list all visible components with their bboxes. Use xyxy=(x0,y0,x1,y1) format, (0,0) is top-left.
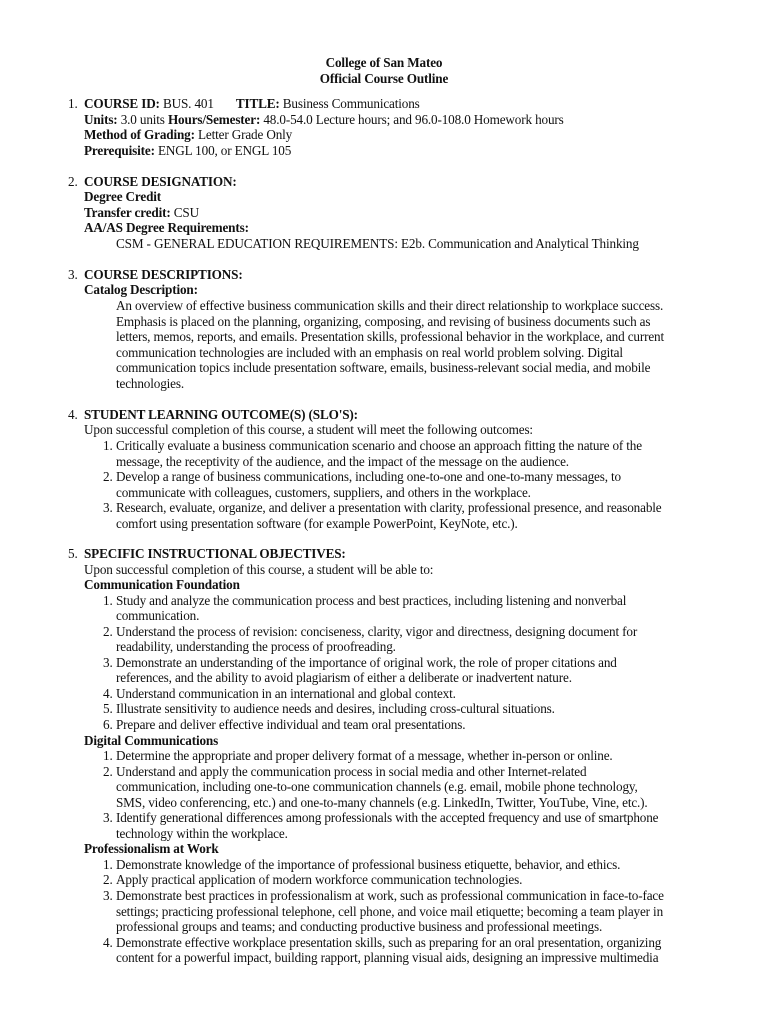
objective-group-title: Professionalism at Work xyxy=(84,841,219,857)
slo-item-text: comfort using presentation software (for example PowerPoint, KeyNote, etc.). xyxy=(116,515,518,531)
section-3-number: 3. xyxy=(68,267,78,282)
transfer-row xyxy=(84,205,199,221)
objective-item-text: content for a powerful impact, building rapport, planning visual aids, designing an impressive multimedia xyxy=(116,950,659,966)
slo-item-number: 3. xyxy=(103,500,113,516)
section-5-number: 5. xyxy=(68,546,78,561)
slo-intro: Upon successful completion of this course, a student will meet the following outcomes: xyxy=(84,422,533,437)
objective-item-text: settings; practicing professional telephone, cell phone, and voice mail etiquette; becoming a team player in xyxy=(116,903,664,919)
objective-item-text: Demonstrate effective workplace presentation skills, such as preparing for an oral presentation, organizing xyxy=(116,934,662,950)
objective-item-text: professional groups and teams; and conducting productive business and professional meetings. xyxy=(116,919,603,935)
slo-item-text: communicate with colleagues, customers, suppliers, and others in the workplace. xyxy=(116,484,531,500)
section-5-heading: SPECIFIC INSTRUCTIONAL OBJECTIVES: xyxy=(84,546,346,561)
prereq-value: ENGL 100, or ENGL 105 xyxy=(157,143,292,158)
aa-value: CSM - GENERAL EDUCATION REQUIREMENTS: E2b. Communication and Analytical Thinking xyxy=(116,236,639,251)
objective-item-number: 2. xyxy=(103,763,113,779)
slo-item-text: Critically evaluate a business communication scenario and choose an approach fitting the nature of the xyxy=(116,438,642,453)
catalog-description-line: letters, memos, reports, and emails. Presentation skills, professional behavior in the workplace, and current xyxy=(116,329,664,345)
section-1-number: 1. xyxy=(68,96,78,111)
section-2-heading: COURSE DESIGNATION: xyxy=(84,174,237,189)
catalog-description-line: Emphasis is placed on the planning, organizing, composing, and revising of business documents such as xyxy=(116,313,651,329)
title-label: TITLE: xyxy=(235,96,280,111)
grading-label: Method of Grading: xyxy=(84,127,195,142)
units-label: Units: xyxy=(84,112,118,127)
transfer-value: CSU xyxy=(173,205,199,220)
units-row xyxy=(84,112,564,128)
objective-item-text: Illustrate sensitivity to audience needs and desires, including cross-cultural situations. xyxy=(116,701,555,717)
catalog-description-line: technologies. xyxy=(116,375,184,391)
objective-item-text: Demonstrate best practices in professionalism at work, such as professional communication in face-to-face xyxy=(116,888,664,903)
grading-value: Letter Grade Only xyxy=(198,127,293,142)
objective-item-text: Determine the appropriate and proper delivery format of a message, whether in-person or online. xyxy=(116,748,613,764)
objective-item-text: references, and the ability to avoid plagiarism of either a deliberate or inadvertent nature. xyxy=(116,670,572,686)
objective-item-number: 2. xyxy=(103,872,113,888)
objective-item-text: Understand the process of revision: conciseness, clarity, vigor and directness, designing document for xyxy=(116,623,638,639)
catalog-description-line: communication technologies are included with an emphasis on real world problem solving. Digital xyxy=(116,344,623,360)
course-id-value: BUS. 401 xyxy=(162,96,214,111)
prereq-label: Prerequisite: xyxy=(84,143,155,158)
objective-item-number: 4. xyxy=(103,685,113,701)
objective-group-title: Digital Communications xyxy=(84,732,219,748)
slo-item-number: 2. xyxy=(103,469,113,485)
objective-item-text: Understand communication in an international and global context. xyxy=(116,685,456,701)
objective-item-number: 3. xyxy=(103,810,113,826)
section-2-number: 2. xyxy=(68,174,78,189)
catalog-description-line: communication topics include presentation software, emails, business-relevant social media, and mobile xyxy=(116,360,651,376)
objectives-intro: Upon successful completion of this course, a student will be able to: xyxy=(84,562,434,577)
objective-item-text: SMS, video conferencing, etc.) and one-to-many channels (e.g. LinkedIn, Twitter, YouTube, Vine, etc.). xyxy=(116,794,648,810)
course-id-label: COURSE ID: xyxy=(84,96,160,111)
slo-item-text: Develop a range of business communications, including one-to-one and one-to-many messages, to xyxy=(116,469,621,485)
slo-item-text: message, the receptivity of the audience, and the impact of the message on the audience. xyxy=(116,453,569,469)
objective-item-number: 5. xyxy=(103,701,113,717)
slo-item-number: 1. xyxy=(103,438,113,453)
title-value: Business Communications xyxy=(282,96,420,111)
section-4-number: 4. xyxy=(68,407,78,422)
grading-row xyxy=(84,127,292,143)
units-value: 3.0 units xyxy=(120,112,165,127)
college-name: College of San Mateo xyxy=(325,55,443,70)
objective-item-number: 4. xyxy=(103,934,113,950)
objective-item-number: 3. xyxy=(103,654,113,670)
objective-item-text: communication. xyxy=(116,608,200,624)
hours-value: 48.0-54.0 Lecture hours; and 96.0-108.0 Homework hours xyxy=(263,112,564,127)
objective-item-text: Identify generational differences among professionals with the accepted frequency and use of smartphone xyxy=(116,810,659,826)
catalog-label: Catalog Description: xyxy=(84,282,198,297)
objective-item-number: 1. xyxy=(103,856,113,872)
objective-item-number: 1. xyxy=(103,748,113,764)
objective-item-text: Apply practical application of modern workforce communication technologies. xyxy=(116,872,523,888)
objective-item-text: Demonstrate an understanding of the importance of original work, the role of proper citations and xyxy=(116,654,617,670)
section-4-heading: STUDENT LEARNING OUTCOME(S) (SLO'S): xyxy=(84,407,358,422)
outline-title: Official Course Outline xyxy=(319,71,449,86)
objective-item-number: 3. xyxy=(103,888,113,903)
objective-item-text: Understand and apply the communication process in social media and other Internet-related xyxy=(116,763,587,779)
catalog-description-line: An overview of effective business communication skills and their direct relationship to workplace success. xyxy=(116,298,664,313)
objective-item-text: Prepare and deliver effective individual and team oral presentations. xyxy=(116,716,466,732)
objective-item-text: Demonstrate knowledge of the importance of professional business etiquette, behavior, and ethics. xyxy=(116,856,621,872)
objective-item-text: readability, understanding the process of proofreading. xyxy=(116,639,396,655)
objective-item-text: Study and analyze the communication process and best practices, including listening and nonverbal xyxy=(116,592,627,608)
degree-credit: Degree Credit xyxy=(84,189,162,204)
slo-item-text: Research, evaluate, organize, and deliver a presentation with clarity, professional presence, and reasonable xyxy=(116,500,662,516)
objective-item-text: technology within the workplace. xyxy=(116,825,288,841)
prereq-row xyxy=(84,143,291,159)
aa-label: AA/AS Degree Requirements: xyxy=(84,220,249,235)
objective-group-title: Communication Foundation xyxy=(84,577,240,592)
objective-item-number: 6. xyxy=(103,716,113,732)
course-id-row xyxy=(84,96,420,112)
objective-item-number: 2. xyxy=(103,623,113,639)
hours-label: Hours/Semester: xyxy=(167,112,261,127)
transfer-label: Transfer credit: xyxy=(84,205,171,220)
objective-item-text: communication, including one-to-one communication channels (e.g. email, mobile phone technology, xyxy=(116,779,638,795)
objective-item-number: 1. xyxy=(103,592,113,608)
section-3-heading: COURSE DESCRIPTIONS: xyxy=(84,267,243,282)
